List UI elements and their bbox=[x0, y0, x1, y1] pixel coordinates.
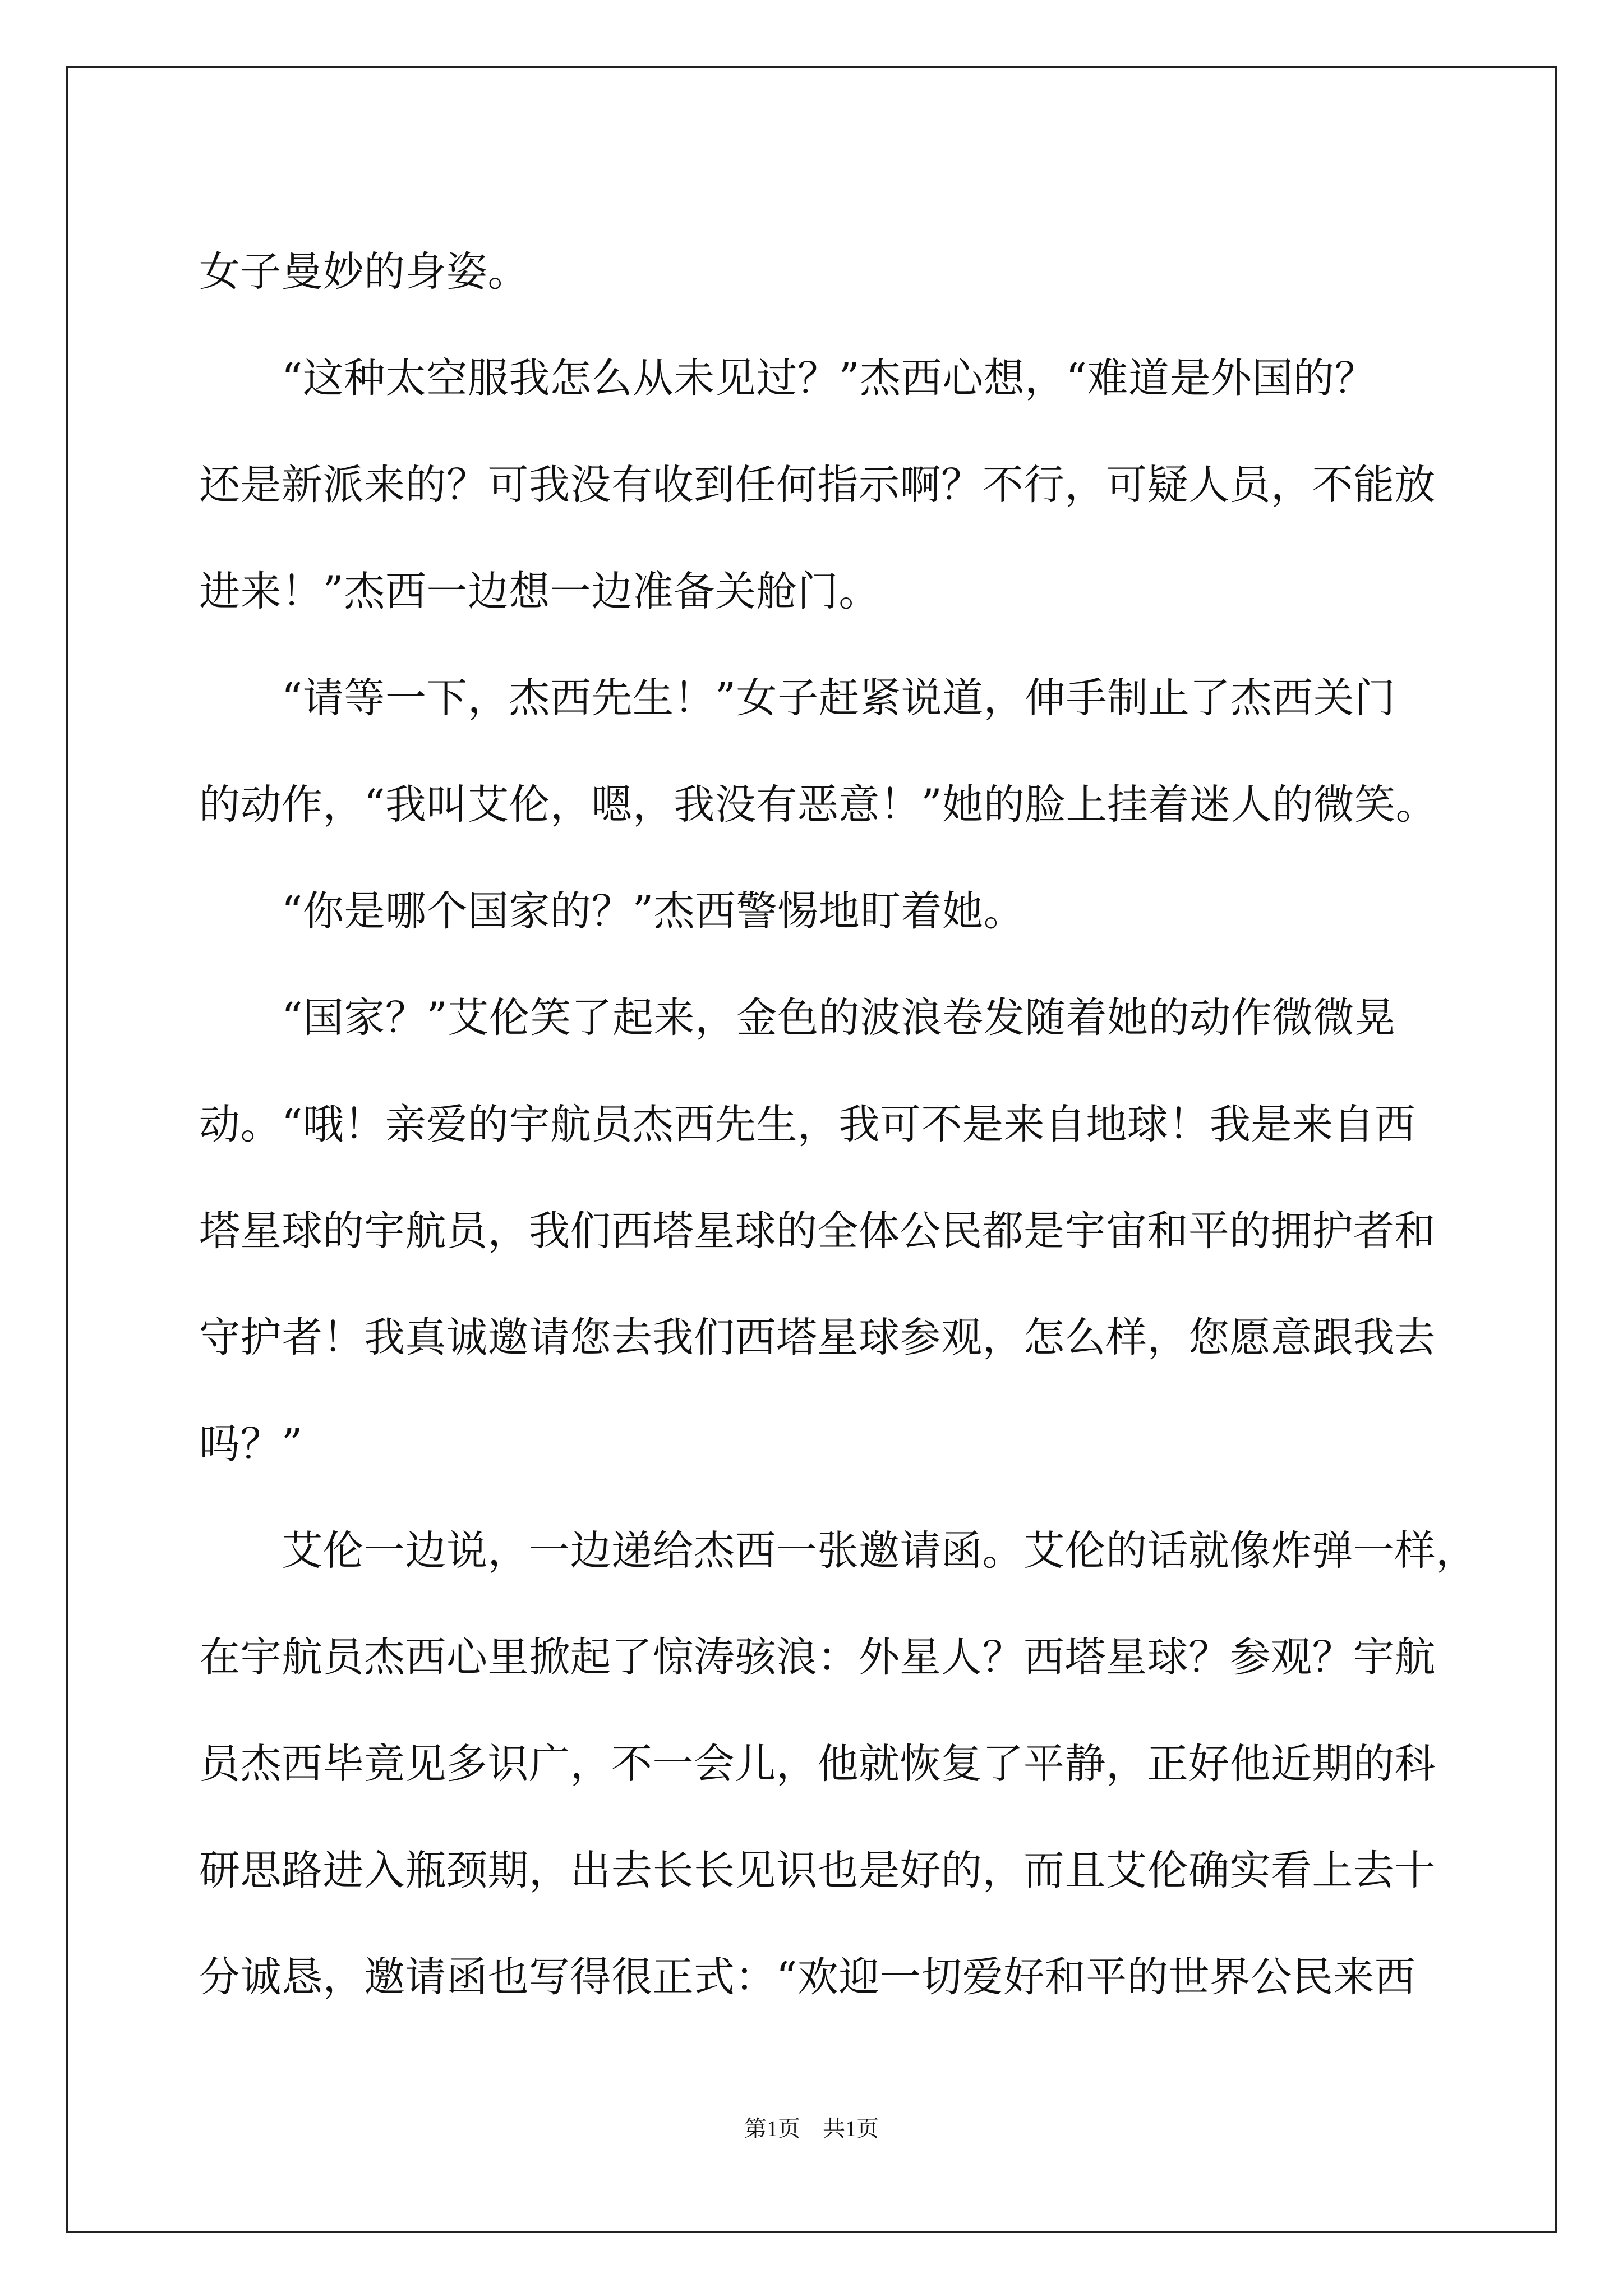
text-line: 塔星球的宇航员，我们西塔星球的全体公民都是宇宙和平的拥护者和 bbox=[199, 1207, 1436, 1255]
text-line: 进来！”杰西一边想一边准备关舱门。 bbox=[199, 568, 880, 615]
text-line: 的动作，“我叫艾伦，嗯，我没有恶意！”她的脸上挂着迷人的微笑。 bbox=[199, 781, 1437, 829]
text-line: 艾伦一边说，一边递给杰西一张邀请函。艾伦的话就像炸弹一样， bbox=[199, 1527, 1477, 1575]
text-line: “国家？”艾伦笑了起来，金色的波浪卷发随着她的动作微微晃 bbox=[199, 994, 1396, 1042]
text-line: 还是新派来的？可我没有收到任何指示啊？不行，可疑人员，不能放 bbox=[199, 461, 1436, 509]
text-line: 女子曼妙的身姿。 bbox=[199, 248, 529, 296]
text-line: 吗？” bbox=[199, 1420, 303, 1468]
text-line: “这种太空服我怎么从未见过？”杰西心想，“难道是外国的？ bbox=[199, 355, 1376, 402]
text-line: 在宇航员杰西心里掀起了惊涛骇浪：外星人？西塔星球？参观？宇航 bbox=[199, 1634, 1436, 1681]
text-line: 守护者！我真诚邀请您去我们西塔星球参观，怎么样，您愿意跟我去 bbox=[199, 1314, 1436, 1361]
text-line: 研思路进入瓶颈期，出去长长见识也是好的，而且艾伦确实看上去十 bbox=[199, 1847, 1436, 1894]
text-line: “你是哪个国家的？”杰西警惕地盯着她。 bbox=[199, 887, 1025, 935]
page-footer bbox=[0, 2115, 1623, 2143]
text-line: “请等一下，杰西先生！”女子赶紧说道，伸手制止了杰西关门 bbox=[199, 674, 1396, 722]
text-line: 动。“哦！亲爱的宇航员杰西先生，我可不是来自地球！我是来自西 bbox=[199, 1101, 1416, 1148]
document-body bbox=[199, 219, 1477, 2031]
page-number: 第1页 bbox=[744, 2116, 800, 2141]
page-total: 共1页 bbox=[823, 2116, 879, 2141]
text-line: 分诚恳，邀请函也写得很正式：“欢迎一切爱好和平的世界公民来西 bbox=[199, 1953, 1416, 2001]
text-line: 员杰西毕竟见多识广，不一会儿，他就恢复了平静，正好他近期的科 bbox=[199, 1740, 1436, 1788]
